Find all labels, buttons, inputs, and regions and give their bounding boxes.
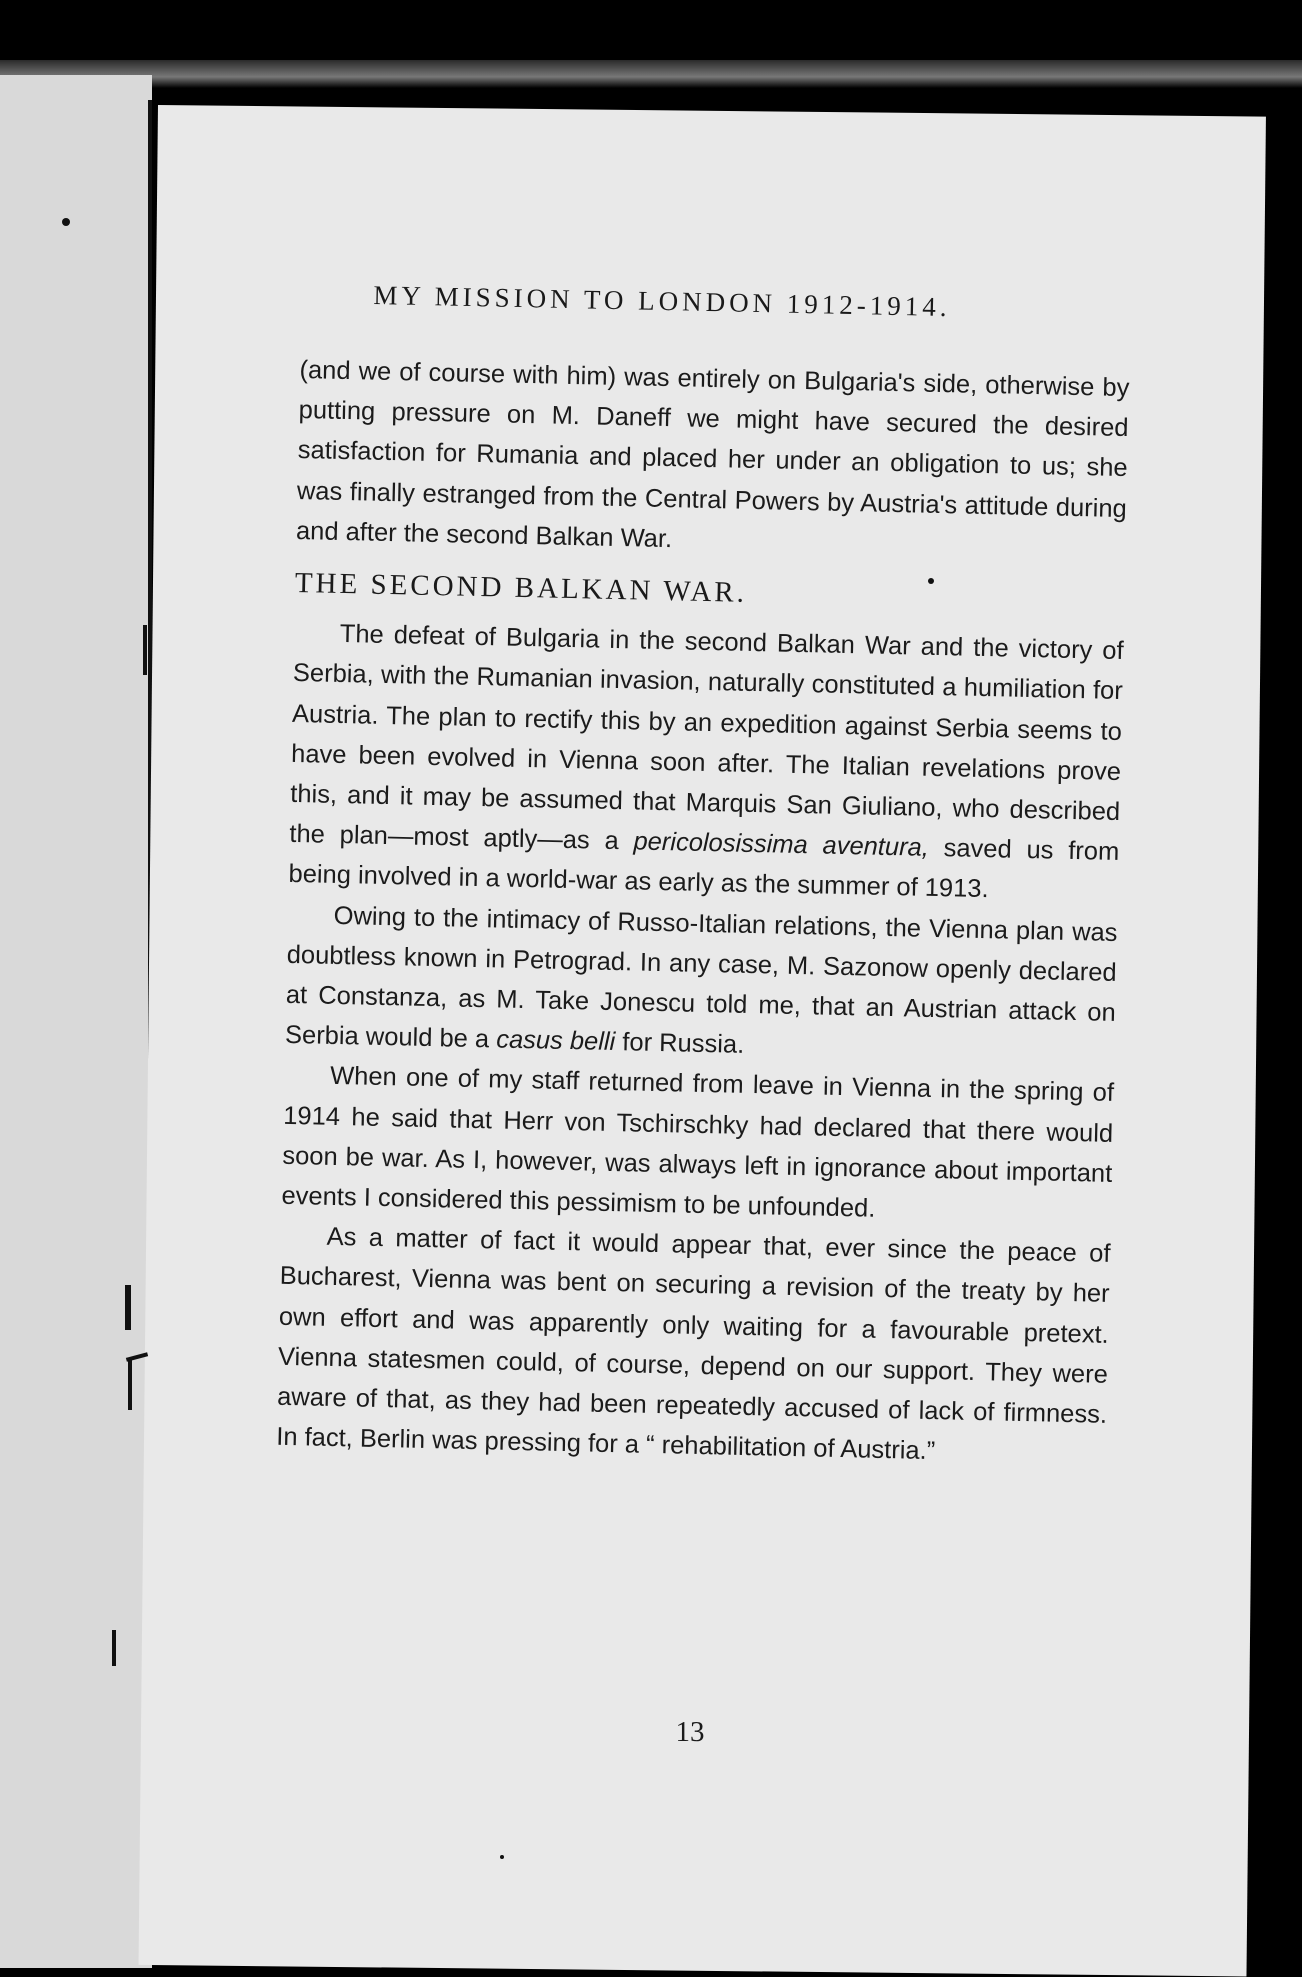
section-heading: THE SECOND BALKAN WAR. [294,566,748,609]
running-head: MY MISSION TO LONDON 1912-1914. [373,279,951,323]
scan-speck [500,1855,504,1859]
scan-speck [62,218,70,226]
paragraph-3: When one of my staff returned from leave in Vienna in the spring of 1914 he said that Herr von Tschirschky had declared that there would soon be war. As I, however, was always left in ignorance about important events I considered this pessimism to be unfounded. [281,1062,1115,1223]
paragraph-1-text-a: The defeat of Bulgaria in the second Balkan War and the victory of Serbia, with the Rumanian invasion, naturally constituted a humiliation for Austria. The plan to rectify this by an expedition against Serbia seems to have been evolved in Vienna soon after. The Italian revelations prove this, and it may be assumed that Marquis San Giuliano, who described the plan—most aptly—as a [289,620,1124,856]
page-number: 13 [675,1716,705,1748]
paragraph-1-italic: pericolosissima aventura, [633,827,930,863]
scan-mark [143,625,147,675]
page-body [276,350,1130,1475]
paragraph-2-text-a: Owing to the intimacy of Russo-Italian relations, the Vienna plan was doubtless known in Petrograd. In any case, M. Sazonow openly declared at Constanza, as M. Take Jonescu told me, that an Austrian attack on Serbia would be a [284,901,1118,1054]
paragraph-2-text-b: for Russia. [614,1028,745,1060]
top-scan-strip [0,60,1302,88]
left-page-edge [0,75,152,1968]
scan-speck [928,578,934,584]
scan-mark [112,1630,116,1666]
paragraph-4: As a matter of fact it would appear that, ever since the peace of Bucharest, Vienna was bent on securing a revision of the treaty by her own effort and was apparently only waiting for a favourable pretext. Vienna statesmen could, of course, depend on our support. They were aware of that, as they had been repeatedly accused of lack of firmness. In fact, Berlin was pressing for a “ rehabilitation of Austria.” [275,1223,1111,1466]
paragraph-1 [288,613,1124,912]
paragraph-2-italic: casus belli [495,1025,616,1057]
scan-mark [125,1285,131,1330]
scan-mark [128,1360,132,1410]
paragraph-1-text-b: saved us from being involved in a world-war as early as the summer of 1913. [288,834,1120,904]
paragraph-continuation: (and we of course with him) was entirely on Bulgaria's side, otherwise by putting pressure on M. Daneff we might have secured the desired satisfaction for Rumania and placed her under an obligation to us; she was finally estranged from the Central Powers by Austria's attitude during and after the second Balkan War. [295,355,1130,553]
paragraph-2 [285,895,1118,1074]
